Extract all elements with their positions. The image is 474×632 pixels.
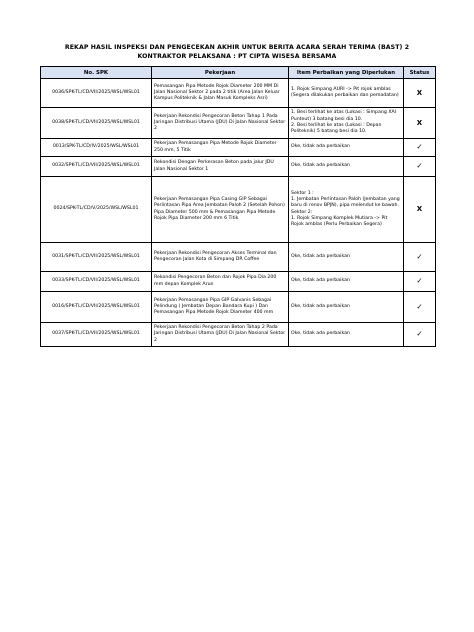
item-perbaikan-line: 1. Rojok Simpang AURI -> Pit rojok amblas (Segera dilakukan perbaikan dan pemadatan) xyxy=(291,86,399,98)
spk-number-cell: 0038/SPK-TL/CD/VII/2025/WSL/WSL01 xyxy=(41,108,152,139)
item-perbaikan-line: 2. Besi terlihat ke atas (Lokasi : Depan Politeknik) 5 batang besi dia 10. xyxy=(291,123,382,135)
item-perbaikan-line: 1. Jembatan Perlintasan Paloh (Jembatan yang baru di renov BPJN), pipa melendut ke bawah. xyxy=(291,196,400,209)
item-perbaikan-cell xyxy=(289,243,404,272)
item-perbaikan-line: Oke, tidak ada perbaikan xyxy=(291,144,350,150)
pekerjaan-cell: Pekerjaan Rekondisi Pengecoran Akses Terminal dan Pengecoran Jalan Kota di Simpang DR Coffee xyxy=(152,243,289,272)
table-row xyxy=(41,108,436,139)
table-row xyxy=(41,79,436,108)
status-x-mark: X xyxy=(404,177,436,243)
table-row xyxy=(41,323,436,347)
table-row xyxy=(41,243,436,272)
spk-number-cell: 0033/SPK-TL/CD/VII/2025/WSL/WSL01 xyxy=(41,272,152,292)
status-check-icon: ✓ xyxy=(404,157,436,177)
pekerjaan-cell: Rekondisi Pengecoran Beton dan Rojok Pipa Dia 200 mm depan Komplek Arun xyxy=(152,272,289,292)
table-row xyxy=(41,272,436,292)
column-header-item-perbaikan: Item Perbaikan yang Diperlukan xyxy=(289,67,404,79)
pekerjaan-cell: Pemasangan Pipa Metode Rojok Diameter 200 MM Di Jalan Nasional Sektor 2 pada 2 titik (Area Jalan Keluar Kampus Politeknik & Jalan Masuk Kompleks Asri) xyxy=(152,79,289,108)
column-header-spk: No. SPK xyxy=(41,67,152,79)
document-title: REKAP HASIL INSPEKSI DAN PENGECEKAN AKHIR UNTUK BERITA ACARA SERAH TERIMA (BAST) 2 xyxy=(64,44,410,51)
status-x-mark: X xyxy=(404,108,436,139)
item-perbaikan-line: Oke, tidak ada perbaikan xyxy=(291,278,350,284)
item-perbaikan-line: Sektor 1 : xyxy=(291,190,314,196)
pekerjaan-cell: Pekerjaan Rekondisi Pengecoran Beton Tahap 2 Pada Jaringan Distribusi Utama (JDU) Di Jalan Nasional Sektor 2 xyxy=(152,323,289,347)
item-perbaikan-cell xyxy=(289,157,404,177)
status-check-icon: ✓ xyxy=(404,139,436,157)
item-perbaikan-cell xyxy=(289,139,404,157)
status-check-icon: ✓ xyxy=(404,243,436,272)
item-perbaikan-cell xyxy=(289,292,404,323)
status-check-icon: ✓ xyxy=(404,323,436,347)
item-perbaikan-line: 1. Besi terlihat ke atas (Lokasi : Simpang XAI Punteut) 3 batang besi dia 10. xyxy=(291,110,397,122)
contractor-subtitle: KONTRAKTOR PELAKSANA : PT CIPTA WISESA BERSAMA xyxy=(137,53,337,60)
spk-number-cell: 0036/SPK-TL/CD/VII/2025/WSL/WSL01 xyxy=(41,79,152,108)
item-perbaikan-line: 1. Rojok Simpang Komplek Mutiara -> Pit Rojok amblas (Perlu Perbaikan Segera) xyxy=(291,215,388,228)
table-row xyxy=(41,292,436,323)
spk-number-cell: 0024/SPK-TL/CD/V/2025/WSL/WSL01 xyxy=(41,177,152,243)
pekerjaan-cell: Rekondisi Dengan Perkerasan Beton pada jalur JDU Jalan Nasional Sektor 1 xyxy=(152,157,289,177)
spk-number-cell: 0037/SPK-TL/CD/VII/2025/WSL/WSL01 xyxy=(41,323,152,347)
table-row xyxy=(41,157,436,177)
item-perbaikan-cell xyxy=(289,323,404,347)
item-perbaikan-line: Sektor 2: xyxy=(291,209,313,215)
table-row xyxy=(41,139,436,157)
item-perbaikan-cell xyxy=(289,272,404,292)
status-check-icon: ✓ xyxy=(404,272,436,292)
spk-number-cell: 0013/SPK-TL/CD/IV/2025/WSL/WSL01 xyxy=(41,139,152,157)
pekerjaan-cell: Pekerjaan Pemasangan Pipa Metode Rojok Diameter 250 mm, 5 Titik xyxy=(152,139,289,157)
pekerjaan-cell: Pekerjaan Pemasangan Pipa GIP Galvanis Sebagai Pelindung ( Jembatan Depan Bandara Kupi ) Dan Pemasangan Pipa Metode Rojok Diameter 400 mm xyxy=(152,292,289,323)
item-perbaikan-line: Oke, tidak ada perbaikan xyxy=(291,331,350,337)
item-perbaikan-line: Oke, tidak ada perbaikan xyxy=(291,163,350,169)
pekerjaan-cell: Pekerjaan Pemasangan Pipa Casing GIP Sebagai Perlintasan Pipa Area Jembatan Paloh 2 (Setelah Pohon) Pipa Diameter 500 mm & Pemasangan Pipa Metode Rojok Pipa Diameter 200 mm 6 Titik xyxy=(152,177,289,243)
inspection-table xyxy=(40,66,436,347)
column-header-status: Status xyxy=(404,67,436,79)
table-header-row xyxy=(41,67,436,79)
spk-number-cell: 0031/SPK-TL/CD/VII/2025/WSL/WSL01 xyxy=(41,243,152,272)
item-perbaikan-cell xyxy=(289,79,404,108)
item-perbaikan-cell xyxy=(289,108,404,139)
spk-number-cell: 0016/SPK-TL/CD/VII/2025/WSL/WSL01 xyxy=(41,292,152,323)
item-perbaikan-line: Oke, tidak ada perbaikan xyxy=(291,303,350,309)
item-perbaikan-cell xyxy=(289,177,404,243)
status-check-icon: ✓ xyxy=(404,292,436,323)
status-x-mark: X xyxy=(404,79,436,108)
item-perbaikan-line: Oke, tidak ada perbaikan xyxy=(291,253,350,259)
column-header-pekerjaan: Pekerjaan xyxy=(152,67,289,79)
pekerjaan-cell: Pekerjaan Rekondisi Pengecoran Beton Tahap 1 Pada Jaringan Distribusi Utama (JDU) Di Jalan Nasional Sektor 2 xyxy=(152,108,289,139)
table-row xyxy=(41,177,436,243)
spk-number-cell: 0032/SPK-TL/CD/VII/2025/WSL/WSL01 xyxy=(41,157,152,177)
